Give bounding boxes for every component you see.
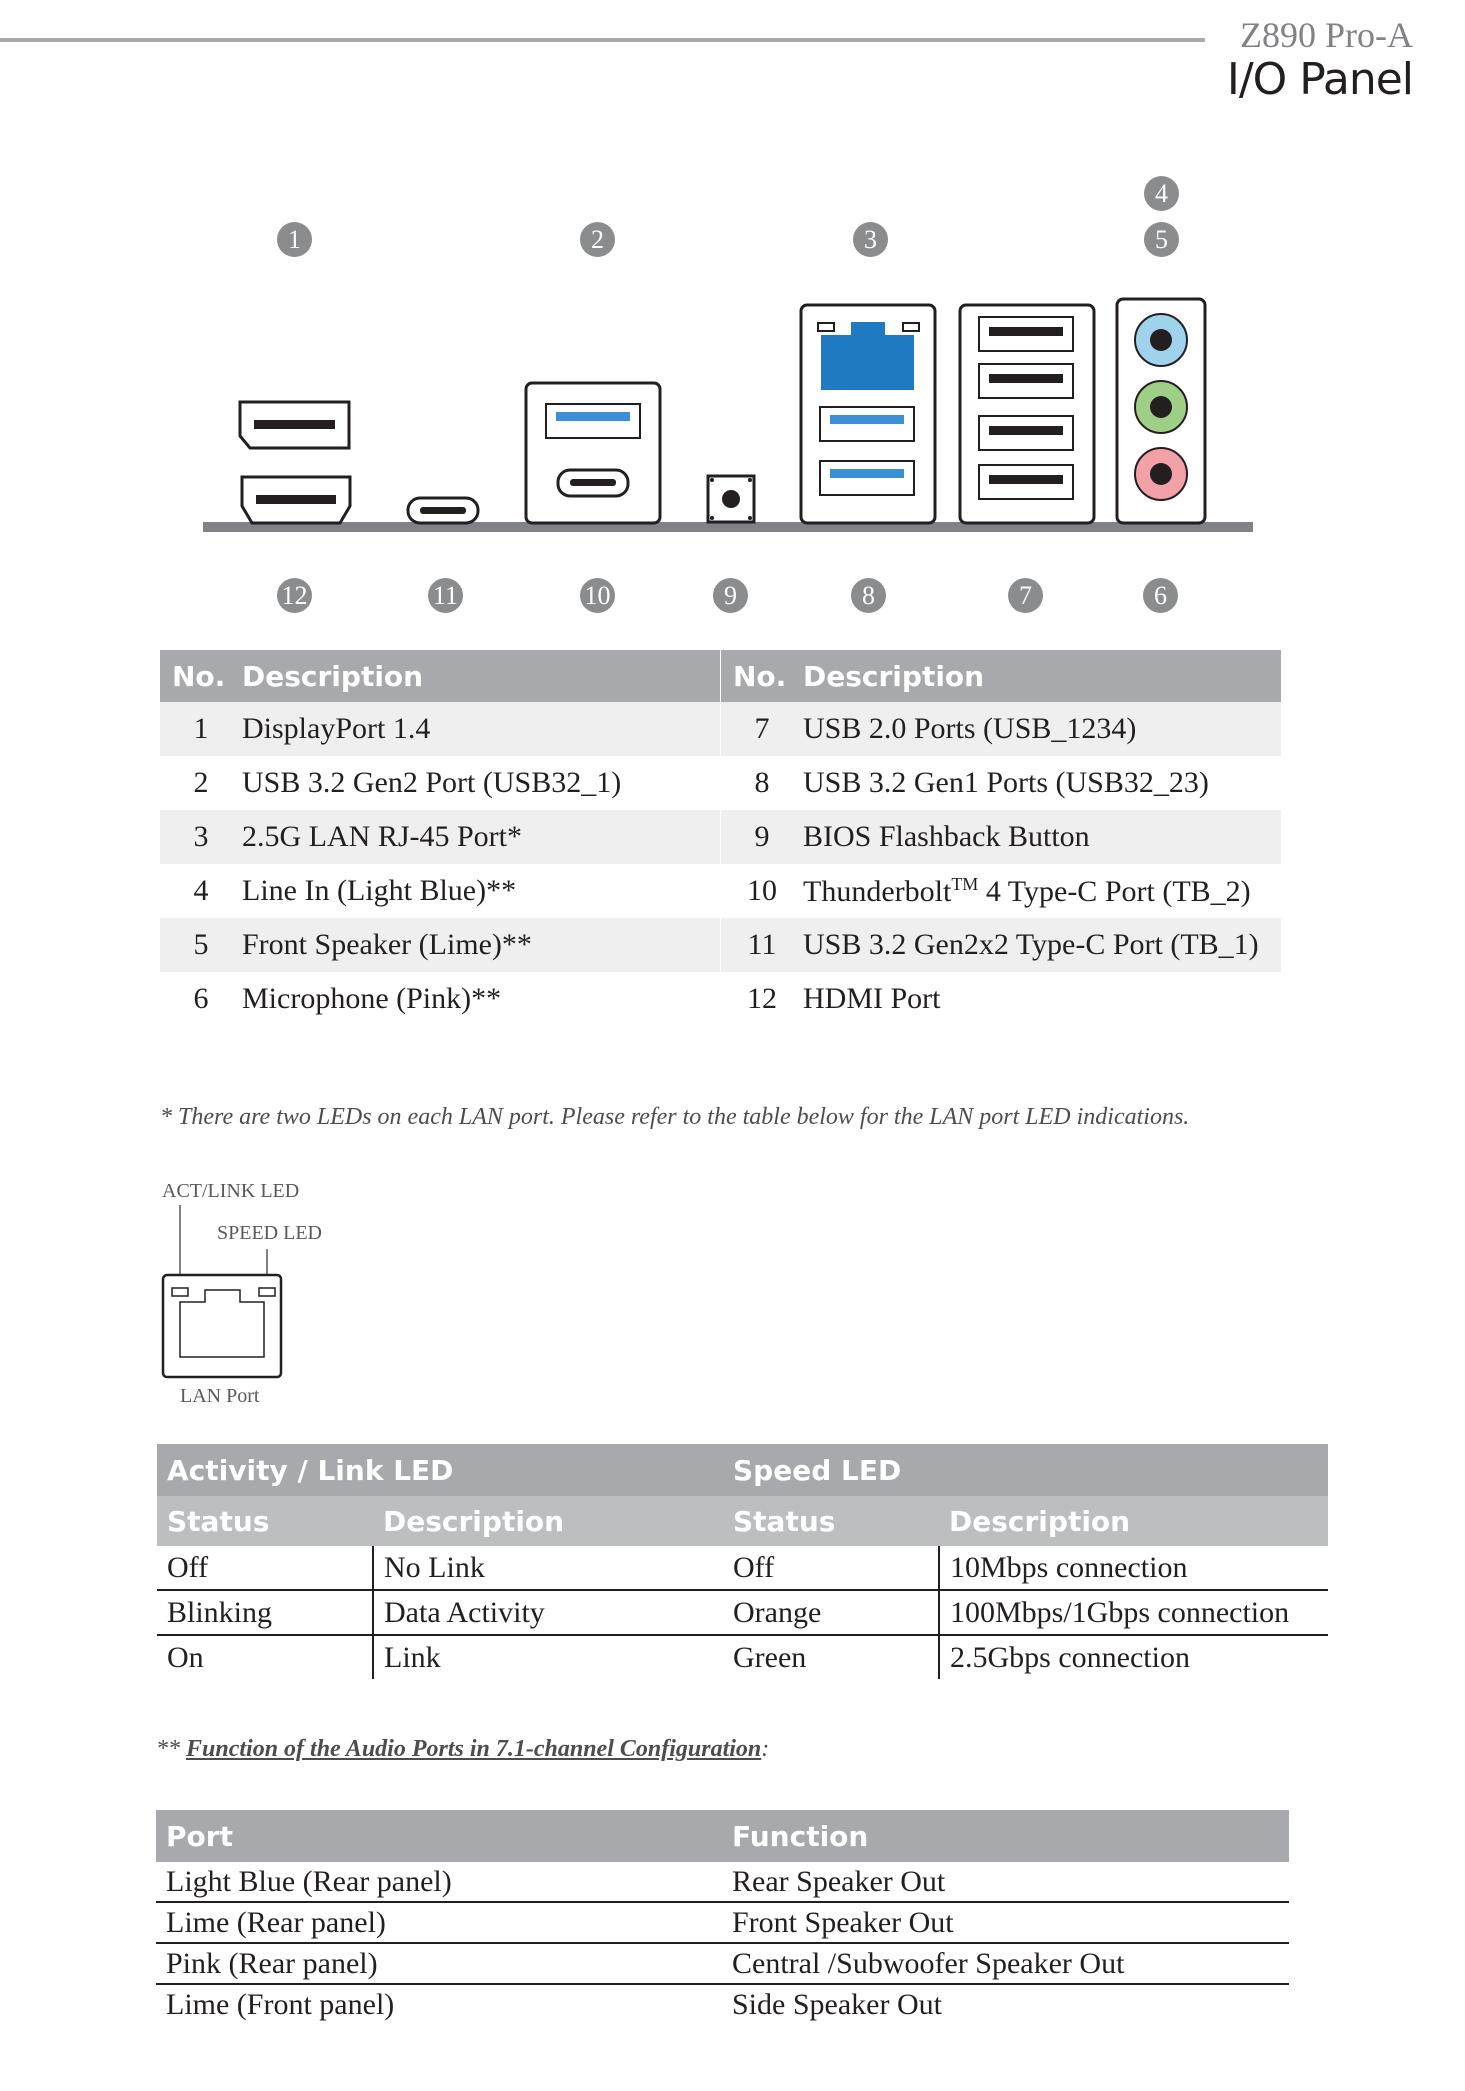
- description-cell: 100Mbps/1Gbps connection: [939, 1590, 1328, 1635]
- callout-6: 6: [1143, 578, 1178, 613]
- callout-9: 9: [713, 578, 748, 613]
- table-row: [721, 756, 1281, 810]
- port-cell: Light Blue (Rear panel): [156, 1862, 722, 1902]
- ports-table-right: [721, 650, 1281, 1026]
- function-cell: Side Speaker Out: [732, 1987, 942, 2021]
- table-row: [156, 1984, 1289, 2024]
- callout-4: 4: [1144, 176, 1179, 211]
- lan-led-note: * There are two LEDs on each LAN port. Please refer to the table below for the LAN port LED indications.: [160, 1104, 1190, 1130]
- status-cell: Off: [157, 1546, 373, 1590]
- table-row: [160, 918, 720, 972]
- callout-8: 8: [851, 578, 886, 613]
- row-desc: 2.5G LAN RJ-45 Port*: [242, 810, 720, 864]
- header-description: Description: [242, 650, 720, 702]
- table-row: [156, 1862, 1289, 1902]
- table-row: [723, 1635, 1328, 1679]
- status-cell: Green: [733, 1640, 807, 1674]
- status-header: Status: [723, 1496, 939, 1546]
- port-cell: Pink (Rear panel): [156, 1943, 722, 1984]
- description-header: Description: [373, 1496, 723, 1546]
- row-desc: DisplayPort 1.4: [242, 702, 720, 756]
- table-row: [721, 918, 1281, 972]
- row-desc: Microphone (Pink)**: [242, 982, 502, 1015]
- speed-led-label: SPEED LED: [217, 1222, 322, 1244]
- lan-usb32-gen1-block: [801, 305, 935, 523]
- row-desc: Line In (Light Blue)**: [242, 874, 517, 907]
- thunderbolt-text: Thunderbolt: [803, 874, 952, 908]
- thunderbolt-rest: 4 Type-C Port (TB_2): [978, 874, 1251, 908]
- table-row: [160, 702, 720, 756]
- hdmi-icon: [242, 477, 350, 523]
- displayport-icon: [240, 402, 349, 448]
- function-cell: Central /Subwoofer Speaker Out: [722, 1943, 1289, 1984]
- activity-link-led-table: [157, 1444, 723, 1679]
- function-cell: Front Speaker Out: [722, 1902, 1289, 1943]
- row-no: 8: [754, 766, 770, 799]
- row-desc: HDMI Port: [803, 982, 941, 1015]
- lan-port-icon: [160, 1205, 300, 1385]
- status-cell: On: [167, 1640, 204, 1674]
- row-desc: USB 3.2 Gen1 Ports (USB32_23): [803, 766, 1209, 799]
- description-cell: Data Activity: [373, 1590, 723, 1635]
- table-row: [723, 1546, 1328, 1590]
- table-row: [721, 864, 1281, 918]
- io-panel-diagram: [0, 150, 1465, 650]
- callout-11: 11: [428, 578, 463, 613]
- act-link-led-label: ACT/LINK LED: [162, 1180, 300, 1202]
- usb32-tb2-block: [526, 383, 660, 523]
- speed-led-table: [723, 1444, 1328, 1679]
- row-no: 12: [747, 982, 777, 1015]
- function-header: Function: [722, 1810, 1289, 1862]
- table-row: [721, 810, 1281, 864]
- row-desc: USB 3.2 Gen2 Port (USB32_1): [242, 766, 622, 799]
- row-no: 11: [721, 918, 803, 972]
- table-row: [160, 972, 720, 1026]
- table-row: [721, 702, 1281, 756]
- io-panel-drawing: [0, 150, 1465, 570]
- port-cell: Lime (Front panel): [166, 1987, 395, 2021]
- row-no: 6: [193, 982, 209, 1015]
- status-cell: Off: [723, 1546, 939, 1590]
- row-desc: USB 2.0 Ports (USB_1234): [803, 702, 1281, 756]
- row-desc: [803, 864, 1281, 918]
- table-row: [721, 972, 1281, 1026]
- activity-table-title: Activity / Link LED: [157, 1444, 723, 1496]
- port-header: Port: [156, 1810, 722, 1862]
- lan-port-label: LAN Port: [180, 1385, 260, 1407]
- table-row: [156, 1943, 1289, 1984]
- bios-flashback-button-icon: [708, 476, 754, 522]
- row-no: 1: [160, 702, 242, 756]
- model-name: Z890 Pro-A: [1240, 15, 1413, 55]
- status-cell: Blinking: [157, 1590, 373, 1635]
- page-title: I/O Panel: [1226, 54, 1413, 105]
- row-no: 9: [721, 810, 803, 864]
- status-header: Status: [157, 1496, 373, 1546]
- callout-2: 2: [580, 222, 615, 257]
- audio-function-table: [156, 1810, 1289, 2024]
- trademark-sup: TM: [951, 873, 979, 894]
- row-no: 4: [193, 874, 209, 907]
- audio-note-suffix: :: [761, 1736, 770, 1762]
- audio-note-text: Function of the Audio Ports in 7.1-channel Configuration: [186, 1736, 762, 1762]
- header-rule: [0, 38, 1205, 42]
- audio-note-prefix: **: [156, 1736, 186, 1762]
- row-desc: USB 3.2 Gen2x2 Type-C Port (TB_1): [803, 918, 1281, 972]
- callout-1: 1: [277, 222, 312, 257]
- row-desc: BIOS Flashback Button: [803, 810, 1281, 864]
- header-no: No.: [160, 650, 242, 702]
- table-row: [160, 810, 720, 864]
- usb20-block: [960, 305, 1094, 523]
- table-row: [157, 1635, 723, 1679]
- table-row: [723, 1590, 1328, 1635]
- callout-5: 5: [1144, 222, 1179, 257]
- status-cell: Orange: [723, 1590, 939, 1635]
- row-no: 2: [193, 766, 209, 799]
- header-no: No.: [721, 650, 803, 702]
- row-desc: Front Speaker (Lime)**: [242, 918, 720, 972]
- speed-table-title: Speed LED: [723, 1444, 1328, 1496]
- audio-config-note: [156, 1736, 769, 1763]
- ports-table-left: [160, 650, 720, 1026]
- callout-10: 10: [580, 578, 615, 613]
- function-cell: Rear Speaker Out: [722, 1862, 1289, 1902]
- audio-jacks-block: [1117, 299, 1205, 523]
- description-cell: Link: [373, 1635, 723, 1679]
- row-no: 7: [721, 702, 803, 756]
- description-header: Description: [939, 1496, 1328, 1546]
- description-cell: 10Mbps connection: [939, 1546, 1328, 1590]
- callout-3: 3: [853, 222, 888, 257]
- table-row: [157, 1590, 723, 1635]
- callout-7: 7: [1008, 578, 1043, 613]
- description-cell: 2.5Gbps connection: [939, 1635, 1328, 1679]
- callout-12: 12: [277, 578, 312, 613]
- row-no: 5: [160, 918, 242, 972]
- port-cell: Lime (Rear panel): [156, 1902, 722, 1943]
- table-row: [160, 756, 720, 810]
- description-cell: No Link: [373, 1546, 723, 1590]
- row-no: 3: [160, 810, 242, 864]
- usb-c-tb1-icon: [408, 498, 478, 523]
- row-no: 10: [747, 874, 777, 907]
- table-row: [156, 1902, 1289, 1943]
- table-row: [157, 1546, 723, 1590]
- table-row: [160, 864, 720, 918]
- header-description: Description: [803, 650, 1281, 702]
